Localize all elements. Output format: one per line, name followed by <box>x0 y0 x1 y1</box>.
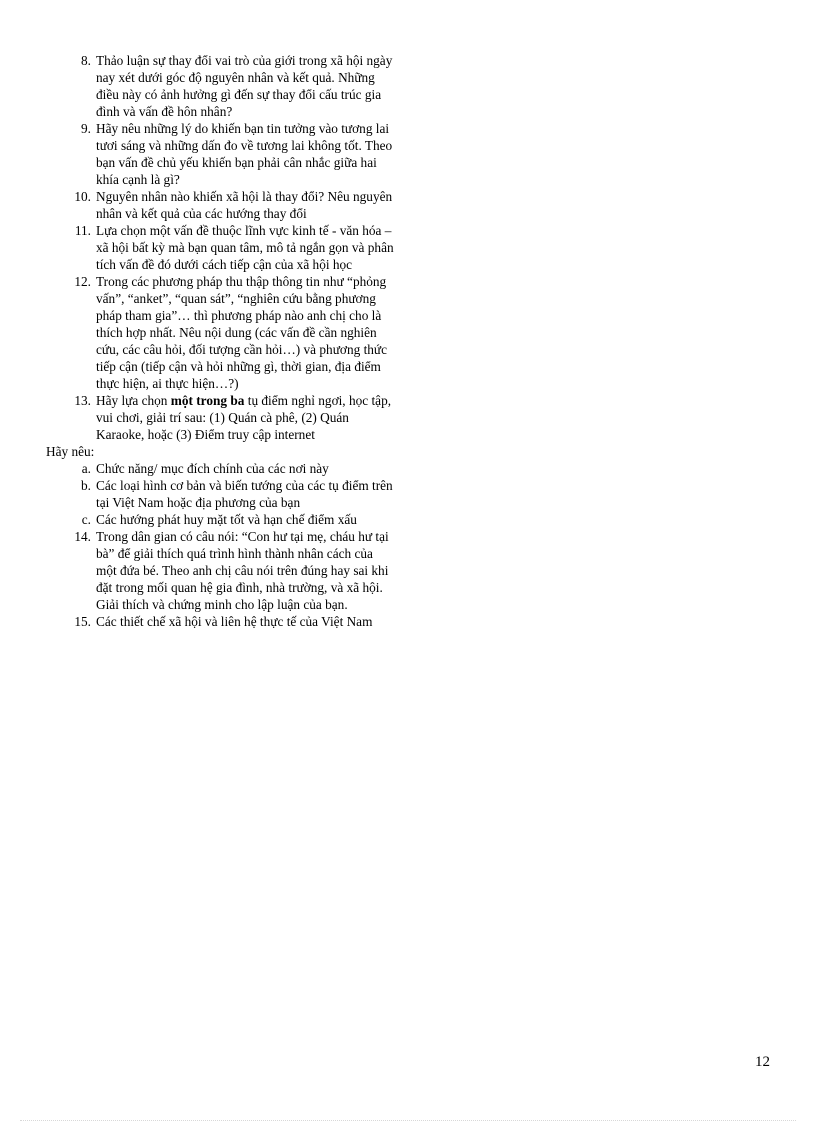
sub-item-text: Các loại hình cơ bản và biến tướng của các tụ điểm trên tại Việt Nam hoặc địa phương của bạn <box>96 478 393 510</box>
list-item <box>46 188 406 222</box>
page-bottom-divider <box>20 1120 796 1121</box>
item-text: Lựa chọn một vấn đề thuộc lĩnh vực kinh tế - văn hóa – xã hội bất kỳ mà bạn quan tâm, mô tả ngắn gọn và phân tích vấn đề đó dưới cách tiếp cận của xã hội học <box>96 223 394 272</box>
item-number: 9. <box>81 121 91 136</box>
list-item <box>46 528 406 613</box>
list-item <box>46 52 406 120</box>
list-item <box>46 222 406 273</box>
sub-item-letter: a. <box>81 461 91 476</box>
item-text-bold: một trong ba <box>170 393 245 408</box>
sub-item-text: Chức năng/ mục đích chính của các nơi này <box>96 461 329 476</box>
list-item <box>46 273 406 392</box>
item-number: 11. <box>74 223 91 238</box>
sub-list-intro: Hãy nêu: <box>46 444 95 459</box>
list-item-13 <box>46 392 406 443</box>
item-number: 14. <box>74 529 91 544</box>
item-number: 12. <box>74 274 91 289</box>
item-text: Trong các phương pháp thu thập thông tin như “phỏng vấn”, “anket”, “quan sát”, “nghiên cứu bằng phương pháp tham gia”… thì phương pháp nào anh chị cho là thích hợp nhất. Nêu nội dung (các vấn đề cần nghiên cứu, các câu hỏi, đối tượng cần hỏi…) và phương thức tiếp cận (tiếp cận và hỏi những gì, thời gian, địa điểm thực hiện, ai thực hiện…?) <box>96 274 388 391</box>
question-list <box>46 52 406 630</box>
item-text-after: tụ điểm nghỉ ngơi, học tập, vui chơi, giải trí sau: (1) Quán cà phê, (2) Quán Karaoke, hoặc (3) Điểm truy cập internet <box>96 393 392 442</box>
item-number: 10. <box>74 189 91 204</box>
list-item <box>46 120 406 188</box>
item-text <box>96 392 396 443</box>
sub-item-text: Các hướng phát huy mặt tốt và hạn chế điểm xấu <box>96 512 357 527</box>
item-text: Thảo luận sự thay đổi vai trò của giới trong xã hội ngày nay xét dưới góc độ nguyên nhân và kết quả. Những điều này có ảnh hưởng gì đến sự thay đổi cấu trúc gia đình và vấn đề hôn nhân? <box>96 53 393 119</box>
list-item <box>46 613 406 630</box>
page-number: 12 <box>755 1054 770 1070</box>
item-number: 8. <box>81 53 91 68</box>
sub-list-item <box>46 511 406 528</box>
sub-item-letter: c. <box>81 512 91 527</box>
sub-item-letter: b. <box>81 478 91 493</box>
item-text: Trong dân gian có câu nói: “Con hư tại mẹ, cháu hư tại bà” để giải thích quá trình hình thành nhân cách của một đứa bé. Theo anh chị câu nói trên đúng hay sai khi đặt trong mối quan hệ gia đình, nhà trường, và xã hội. Giải thích và chứng minh cho lập luận của bạn. <box>96 529 389 612</box>
item-text: Hãy nêu những lý do khiến bạn tin tưởng vào tương lai tươi sáng và những dấn đo về tương lai không tốt. Theo bạn vấn đề chủ yếu khiến bạn phải cân nhắc giữa hai khía cạnh là gì? <box>96 121 393 187</box>
item-text-before: Hãy lựa chọn <box>96 393 171 408</box>
item-text: Nguyên nhân nào khiến xã hội là thay đổi? Nêu nguyên nhân và kết quả của các hướng thay đổi <box>96 189 393 221</box>
sub-list-item <box>46 477 406 511</box>
sub-list-item <box>46 460 406 477</box>
item-number: 13. <box>74 393 91 408</box>
item-text: Các thiết chế xã hội và liên hệ thực tế của Việt Nam <box>96 614 373 629</box>
item-number: 15. <box>74 614 91 629</box>
